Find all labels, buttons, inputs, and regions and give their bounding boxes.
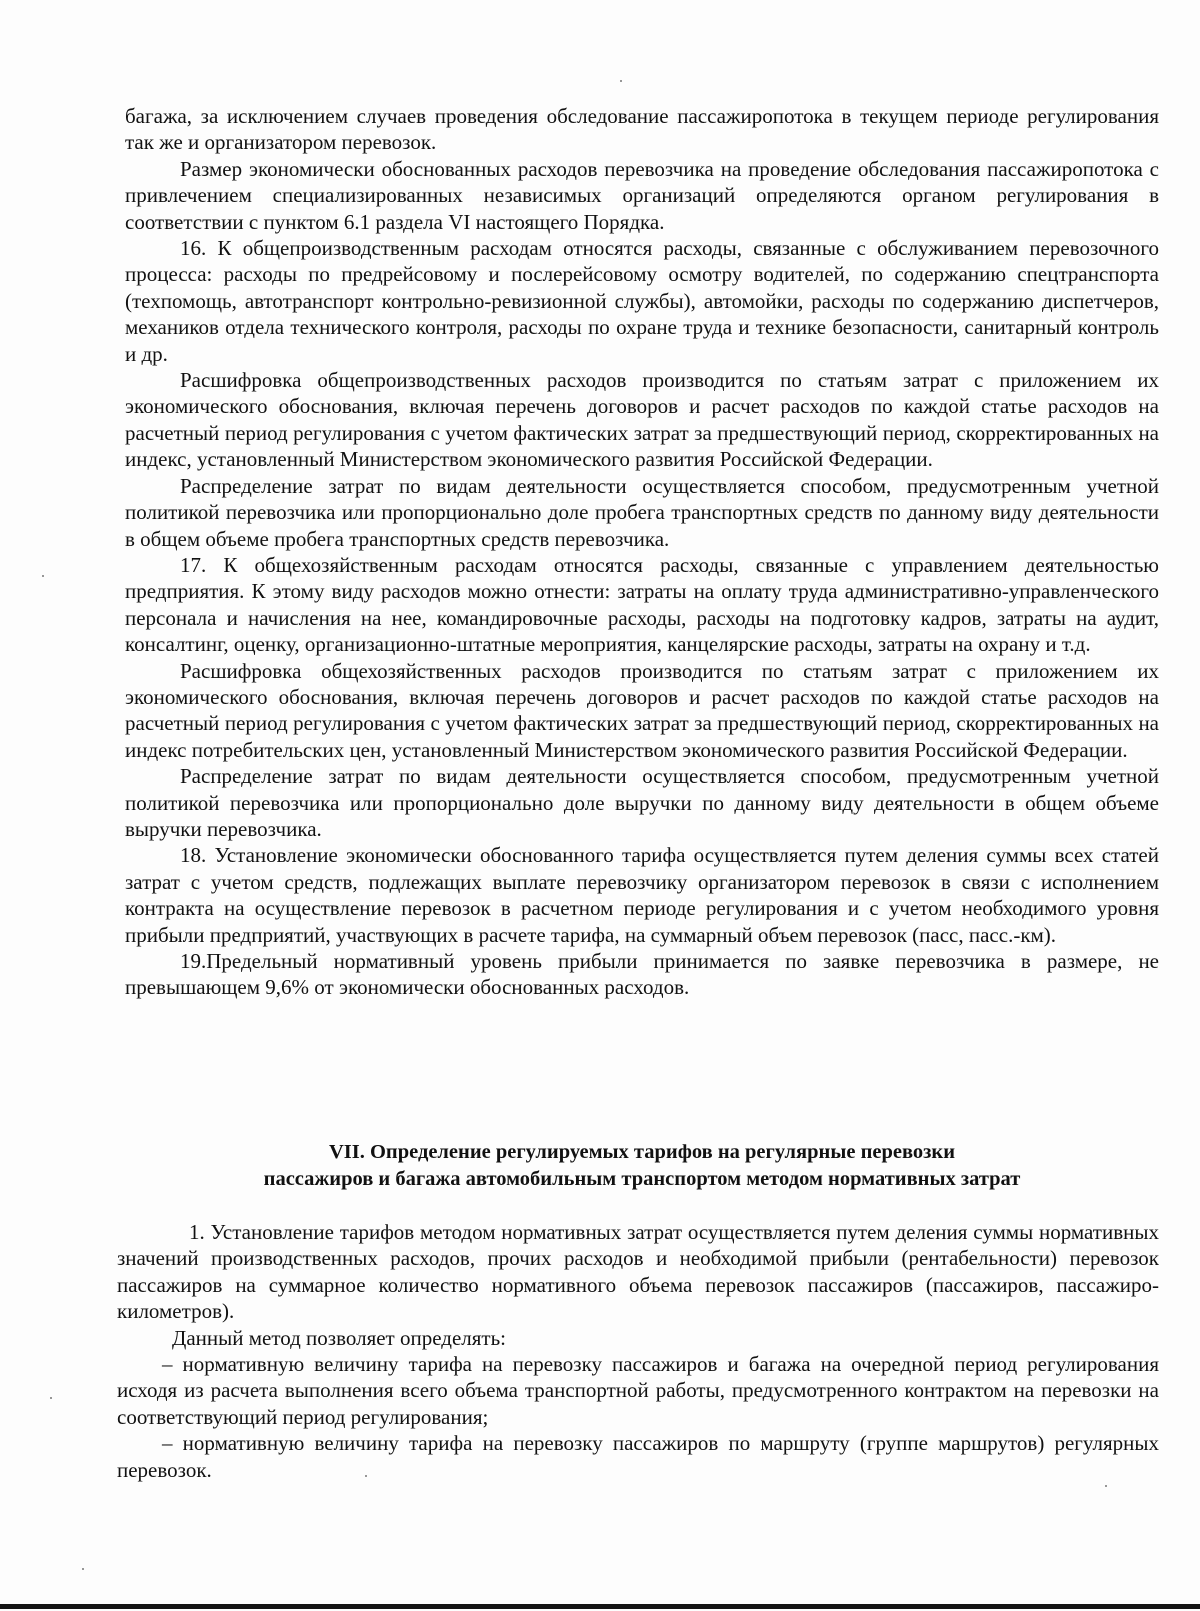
paragraph: Расшифровка общехозяйственных расходов производится по статьям затрат с приложением их экономического обоснования, включая перечень договоров и расчет расходов по каждой статье расходов на расчетный период регулирования с учетом фактических затрат за предшествующий период, скорректированных на индекс потребительских цен, установленный Министерством экономического развития Российской Федерации. [125, 658, 1159, 762]
scan-speck [82, 1568, 84, 1570]
scan-speck [1105, 1485, 1107, 1487]
paragraph-item-17: 17. К общехозяйственным расходам относятся расходы, связанные с управлением деятельностью предприятия. К этому виду расходов можно отнести: затраты на оплату труда административно-управленческого персонала и начисления на нее, командировочные расходы, расходы на подготовку кадров, затраты на аудит, консалтинг, оценку, организационно-штатные мероприятия, канцелярские расходы, затраты на охрану и т.д. [125, 552, 1159, 657]
paragraph: Данный метод позволяет определять: [172, 1325, 506, 1350]
scan-bottom-edge [0, 1604, 1200, 1609]
section-heading-line-2: пассажиров и багажа автомобильным транспортом методом нормативных затрат [263, 1168, 1021, 1190]
scan-speck [620, 80, 622, 82]
paragraph-item-16: 16. К общепроизводственным расходам относятся расходы, связанные с обслуживанием перевозочного процесса: расходы по предрейсовому и послерейсовому осмотру водителей, по содержанию спецтранспорта (техпомощь, автотранспорт контрольно-ревизионной службы), автомойки, расходы по содержанию диспетчеров, механиков отдела технического контроля, расходы по охране труда и технике безопасности, санитарный контроль и др. [125, 236, 1159, 366]
scan-speck [50, 1397, 52, 1399]
paragraph: багажа, за исключением случаев проведения обследование пассажиропотока в текущем периоде регулирования так же и организатором перевозок. [125, 104, 1159, 155]
paragraph-item-18: 18. Установление экономически обоснованного тарифа осуществляется путем деления суммы всех статей затрат с учетом средств, подлежащих выплате перевозчику организатором перевозок в связи с исполнением контракта на осуществление перевозок в расчетном периоде регулирования и с учетом необходимого уровня прибыли предприятий, участвующих в расчете тарифа, на суммарный объем перевозок (пасс, пасс.-км). [125, 843, 1159, 947]
section-heading-line-1: VII. Определение регулируемых тарифов на регулярные перевозки [328, 1141, 956, 1163]
paragraph: Распределение затрат по видам деятельности осуществляется способом, предусмотренным учетной политикой перевозчика или пропорционально доле выручки по данному виду деятельности в общем объеме выручки перевозчика. [125, 764, 1159, 841]
body-text-lower [117, 1219, 1159, 1483]
section-heading [125, 1139, 1159, 1193]
body-text-upper [125, 103, 1159, 1001]
paragraph: Расшифровка общепроизводственных расходов производится по статьям затрат с приложением их экономического обоснования, включая перечень договоров и расчет расходов по каждой статье расходов на расчетный период регулирования с учетом фактических затрат за предшествующий период, скорректированных на индекс, установленный Министерством экономического развития Российской Федерации. [125, 368, 1159, 472]
paragraph: Размер экономически обоснованных расходов перевозчика на проведение обследования пассажиропотока с привлечением специализированных независимых организаций определяются органом регулирования в соответствии с пунктом 6.1 раздела VI настоящего Порядка. [125, 156, 1159, 234]
paragraph: Распределение затрат по видам деятельности осуществляется способом, предусмотренным учетной политикой перевозчика или пропорционально доле пробега транспортных средств по данному виду деятельности в общем объеме пробега транспортных средств перевозчика. [125, 473, 1159, 551]
paragraph-item-19: 19.Предельный нормативный уровень прибыли принимается по заявке перевозчика в размере, не превышающем 9,6% от экономически обоснованных расходов. [125, 949, 1159, 1000]
list-item: – нормативную величину тарифа на перевозку пассажиров и багажа на очередной период регулирования исходя из расчета выполнения всего объема транспортной работы, предусмотренного контрактом на перевозки на соответствующий период регулирования; [117, 1352, 1159, 1429]
paragraph-item-1: 1. Установление тарифов методом нормативных затрат осуществляется путем деления суммы нормативных значений производственных расходов, прочих расходов и необходимой прибыли (рентабельности) перевозок пассажиров на суммарное количество нормативного объема перевозок пассажиров (пассажиров, пассажиро-километров). [117, 1220, 1159, 1324]
list-item: – нормативную величину тарифа на перевозку пассажиров по маршруту (группе маршрутов) регулярных перевозок. [117, 1431, 1159, 1482]
scan-speck [42, 575, 44, 577]
scan-speck [365, 1475, 367, 1477]
